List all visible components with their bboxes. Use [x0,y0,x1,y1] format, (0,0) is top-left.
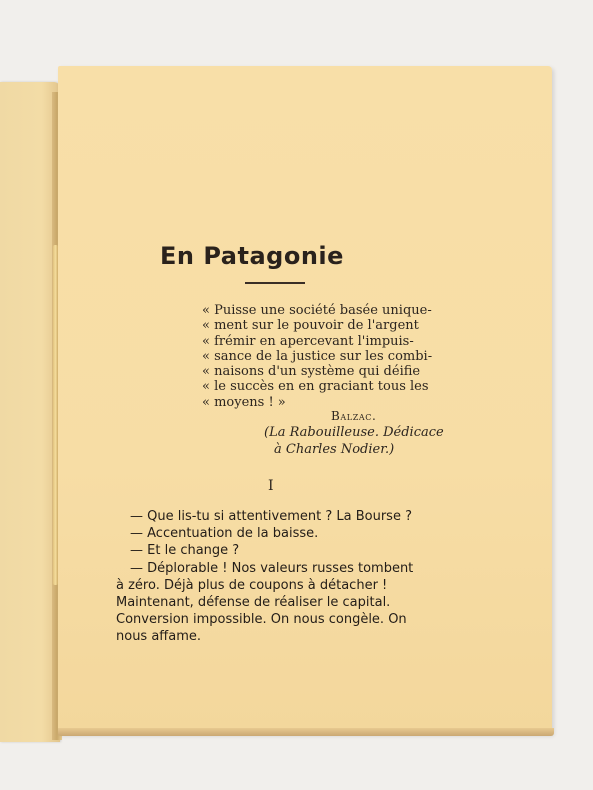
section-number: I [268,478,274,494]
dialogue-line: Conversion impossible. On nous congèle. On [116,612,407,628]
epigraph-line: « Puisse une société basée unique- [202,303,432,318]
epigraph-line: « moyens ! » [202,394,286,410]
epigraph-line: « naisons d'un système qui déifie [202,364,421,380]
dialogue-line: Maintenant, défense de réaliser le capital. [116,595,391,611]
body-text [116,508,451,646]
dialogue-line: — Accentuation de la baisse. [130,526,319,542]
dialogue-line: à zéro. Déjà plus de coupons à détacher ! [116,577,388,593]
dialogue-line: nous affame. [116,629,202,645]
epigraph-line: « ment sur le pouvoir de l'argent [202,318,419,334]
title-rule [245,282,305,284]
source-line: à Charles Nodier.) [274,442,395,457]
epigraph-author: Balzac. [331,409,377,423]
epigraph-line: « le succès en en graciant tous les [202,379,429,395]
left-page [0,82,60,742]
dialogue-line: — Et le change ? [130,543,240,559]
epigraph [202,303,446,410]
source-line: (La Rabouilleuse. Dédicace [264,425,444,440]
epigraph-source [264,424,454,458]
page-edge [58,728,554,736]
dialogue-line: — Que lis-tu si attentivement ? La Bourse ? [130,509,412,524]
dialogue-line: — Déplorable ! Nos valeurs russes tombent [130,560,414,576]
chapter-title: En Patagonie [160,242,344,270]
epigraph-line: « frémir en apercevant l'impuis- [202,333,414,349]
epigraph-line: « sance de la justice sur les combi- [202,348,433,364]
